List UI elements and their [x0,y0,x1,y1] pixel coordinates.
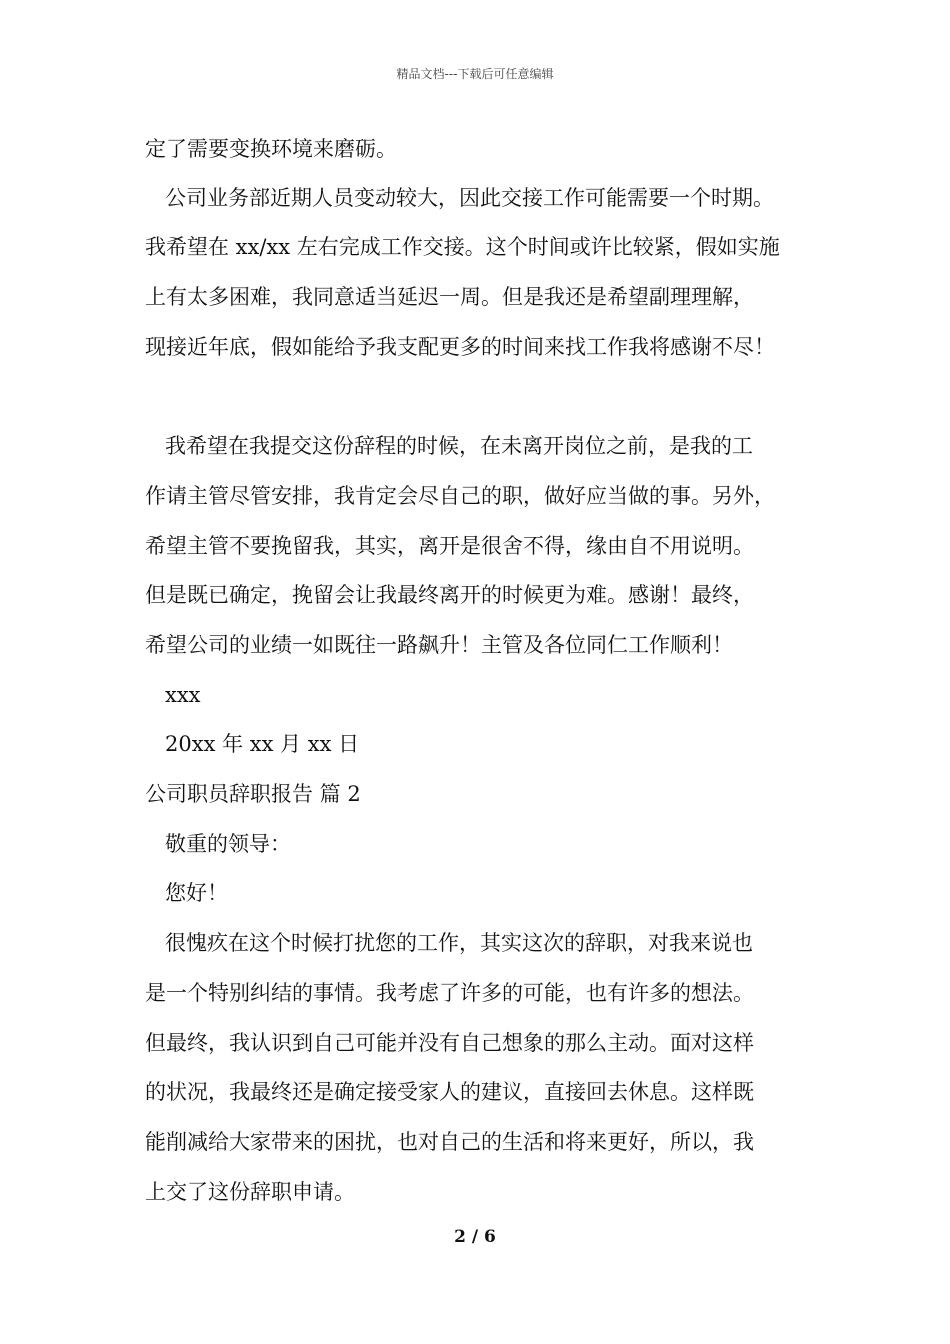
salutation: 敬重的领导： [165,832,291,856]
signature-name: xxx [165,683,201,707]
text-line-7: 作请主管尽管安排，我肯定会尽自己的职，做好应当做的事。另外， [145,484,775,508]
text-line-6: 我希望在我提交这份辞程的时候，在未离开岗位之前，是我的工 [165,434,753,458]
text-line-16: 很愧疚在这个时候打扰您的工作，其实这次的辞职，对我来说也 [165,931,753,955]
text-line-21: 上交了这份辞职申请。 [145,1180,355,1204]
text-line-18: 但最终，我认识到自己可能并没有自己想象的那么主动。面对这样 [145,1031,754,1055]
signature-date: 20xx 年 xx 月 xx 日 [165,732,360,756]
text-line-4: 上有太多困难，我同意适当延迟一周。但是我还是希望副理理解， [145,285,754,309]
text-line-19: 的状况，我最终还是确定接受家人的建议，直接回去休息。这样既 [145,1080,754,1104]
text-line-10: 希望公司的业绩一如既往一路飙升！主管及各位同仁工作顺利！ [145,633,733,657]
text-line-2: 公司业务部近期人员变动较大，因此交接工作可能需要一个时期。 [165,186,774,210]
text-line-20: 能削减给大家带来的困扰，也对自己的生活和将来更好，所以，我 [145,1130,754,1154]
text-line-5: 现接近年底，假如能给予我支配更多的时间来找工作我将感谢不尽！ [145,335,775,359]
text-line-17: 是一个特别纠结的事情。我考虑了许多的可能，也有许多的想法。 [145,981,754,1005]
text-line-8: 希望主管不要挽留我，其实，离开是很舍不得，缘由自不用说明。 [145,534,754,558]
page-number: 2 / 6 [454,1227,496,1247]
greeting: 您好！ [165,881,228,905]
section-title: 公司职员辞职报告 篇 2 [145,782,361,806]
text-line-9: 但是既已确定，挽留会让我最终离开的时候更为难。感谢！最终， [145,583,754,607]
text-line-3: 我希望在 xx/xx 左右完成工作交接。这个时间或许比较紧，假如实施 [145,235,780,259]
text-line-1: 定了需要变换环境来磨砺。 [145,137,397,161]
page-header: 精品文档---下载后可任意编辑 [396,67,554,81]
